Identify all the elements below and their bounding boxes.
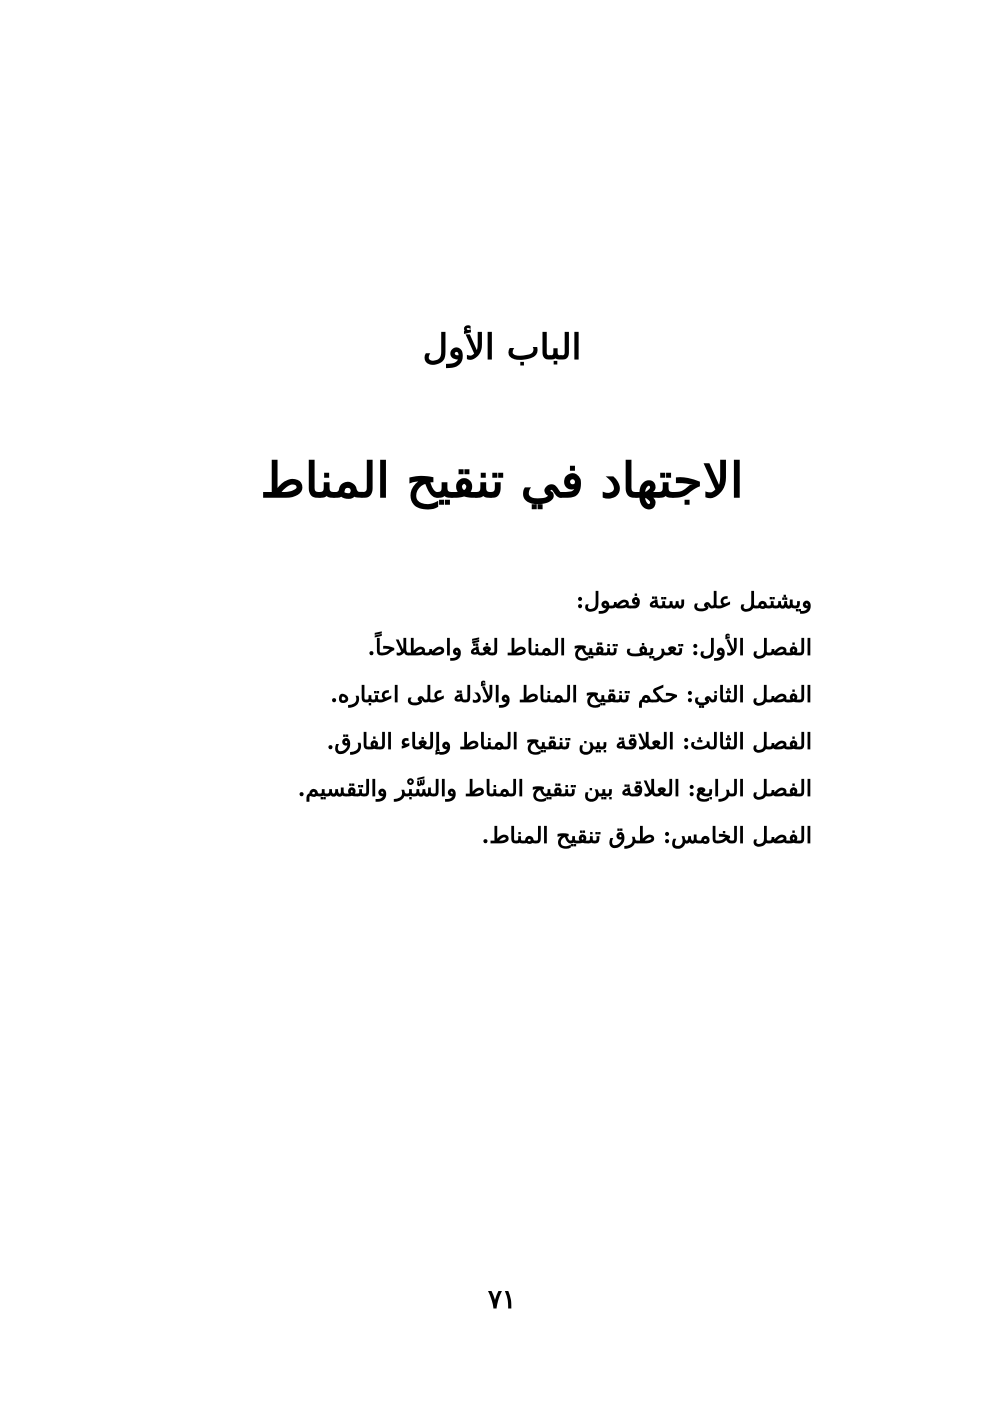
chapter-item	[298, 672, 812, 719]
chapter-number: الفصل الرابع:	[687, 776, 812, 802]
chapter-title: العلاقة بين تنقيح المناط وإلغاء الفارق.	[326, 729, 675, 755]
chapter-title: حكم تنقيح المناط والأدلة على اعتباره.	[330, 682, 679, 708]
part-label: الباب الأول	[422, 327, 582, 368]
chapter-title: طرق تنقيح المناط.	[481, 823, 656, 849]
chapter-list	[298, 625, 812, 860]
chapter-number: الفصل الثالث:	[682, 729, 812, 755]
chapter-number: الفصل الثاني:	[685, 682, 812, 708]
chapter-title: العلاقة بين تنقيح المناط والسَّبْر والتقسيم.	[297, 776, 680, 802]
chapters-intro: ويشتمل على ستة فصول:	[575, 588, 812, 614]
page-number: ٧١	[488, 1285, 516, 1315]
chapter-title: تعريف تنقيح المناط لغةً واصطلاحاً.	[367, 635, 684, 661]
chapter-item	[298, 719, 812, 766]
chapter-item	[298, 625, 812, 672]
chapter-number: الفصل الخامس:	[662, 823, 812, 849]
part-title: الاجتهاد في تنقيح المناط	[260, 453, 744, 509]
chapter-number: الفصل الأول:	[691, 635, 812, 661]
chapter-item	[298, 766, 812, 813]
chapter-item	[298, 813, 812, 860]
